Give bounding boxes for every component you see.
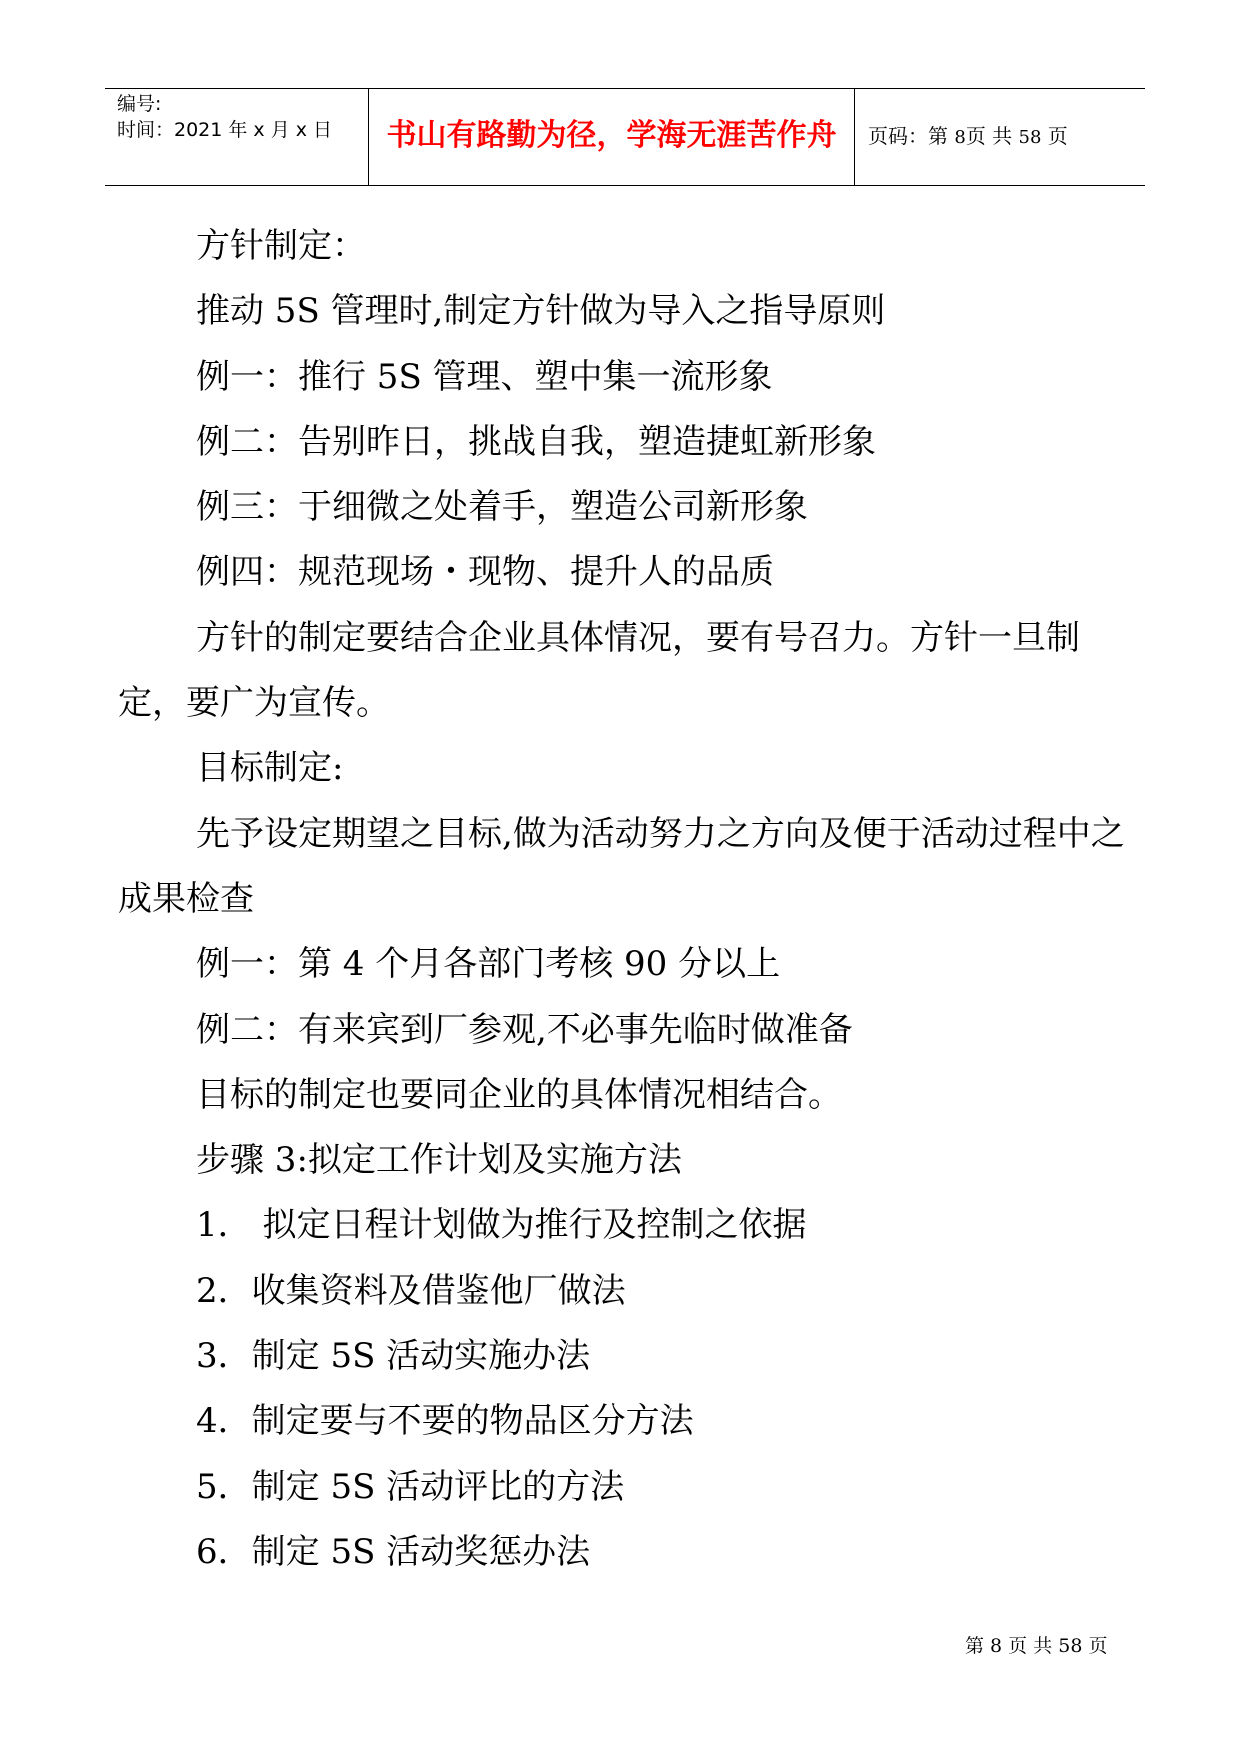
paragraph: 目标的制定也要同企业的具体情况相结合。 [196,1074,842,1115]
header-motto-cell [369,89,855,185]
list-item: 3．制定 5S 活动实施办法 [196,1336,591,1377]
header-page-cell [856,89,1145,185]
paragraph: 例一：推行 5S 管理、塑中集一流形象 [196,356,773,397]
paragraph: 例四：规范现场・现物、提升人的品质 [196,552,774,593]
list-item: 4．制定要与不要的物品区分方法 [196,1401,694,1442]
paragraph: 步骤 3:拟定工作计划及实施方法 [196,1140,682,1181]
paragraph: 方针制定： [196,226,366,266]
page-code [868,124,1068,150]
page-code-suffix: 页 [1041,124,1068,148]
paragraph: 例二：有来宾到厂参观,不必事先临时做准备 [196,1009,853,1050]
paragraph: 推动 5S 管理时,制定方针做为导入之指导原则 [196,291,886,332]
paragraph: 目标制定: [196,748,344,789]
page-footer: 第 8 页 共 58 页 [965,1635,1108,1657]
paragraph: 例三：于细微之处着手，塑造公司新形象 [196,487,808,528]
paragraph: 例一：第 4 个月各部门考核 90 分以上 [196,944,781,985]
document-body [118,214,1128,1585]
list-item: 2．收集资料及借鉴他厂做法 [196,1270,626,1311]
list-item: 1． 拟定日程计划做为推行及控制之依据 [196,1205,807,1246]
page-code-total: 58 [1018,127,1042,148]
paragraph: 例二：告别昨日，挑战自我，塑造捷虹新形象 [196,421,876,462]
paragraph: 先予设定期望之目标,做为活动努力之方向及便于活动过程中之成果检查 [118,813,1125,919]
motto-text: 书山有路勤为径，学海无涯苦作舟 [386,118,837,153]
paragraph: 方针的制定要结合企业具体情况，要有号召力。方针一旦制定，要广为宣传。 [118,617,1080,724]
serial-label: 编号: [117,93,162,115]
list-item: 5．制定 5S 活动评比的方法 [196,1466,625,1507]
page-header [105,88,1145,186]
header-info-cell [105,89,369,185]
page-code-prefix: 页码：第 [868,124,955,148]
page-code-mid: 页 共 [965,124,1019,148]
page-code-number: 8 [954,127,966,148]
list-item: 6．制定 5S 活动奖惩办法 [196,1531,591,1572]
time-label: 时间：2021 年 x 月 x 日 [117,119,333,141]
